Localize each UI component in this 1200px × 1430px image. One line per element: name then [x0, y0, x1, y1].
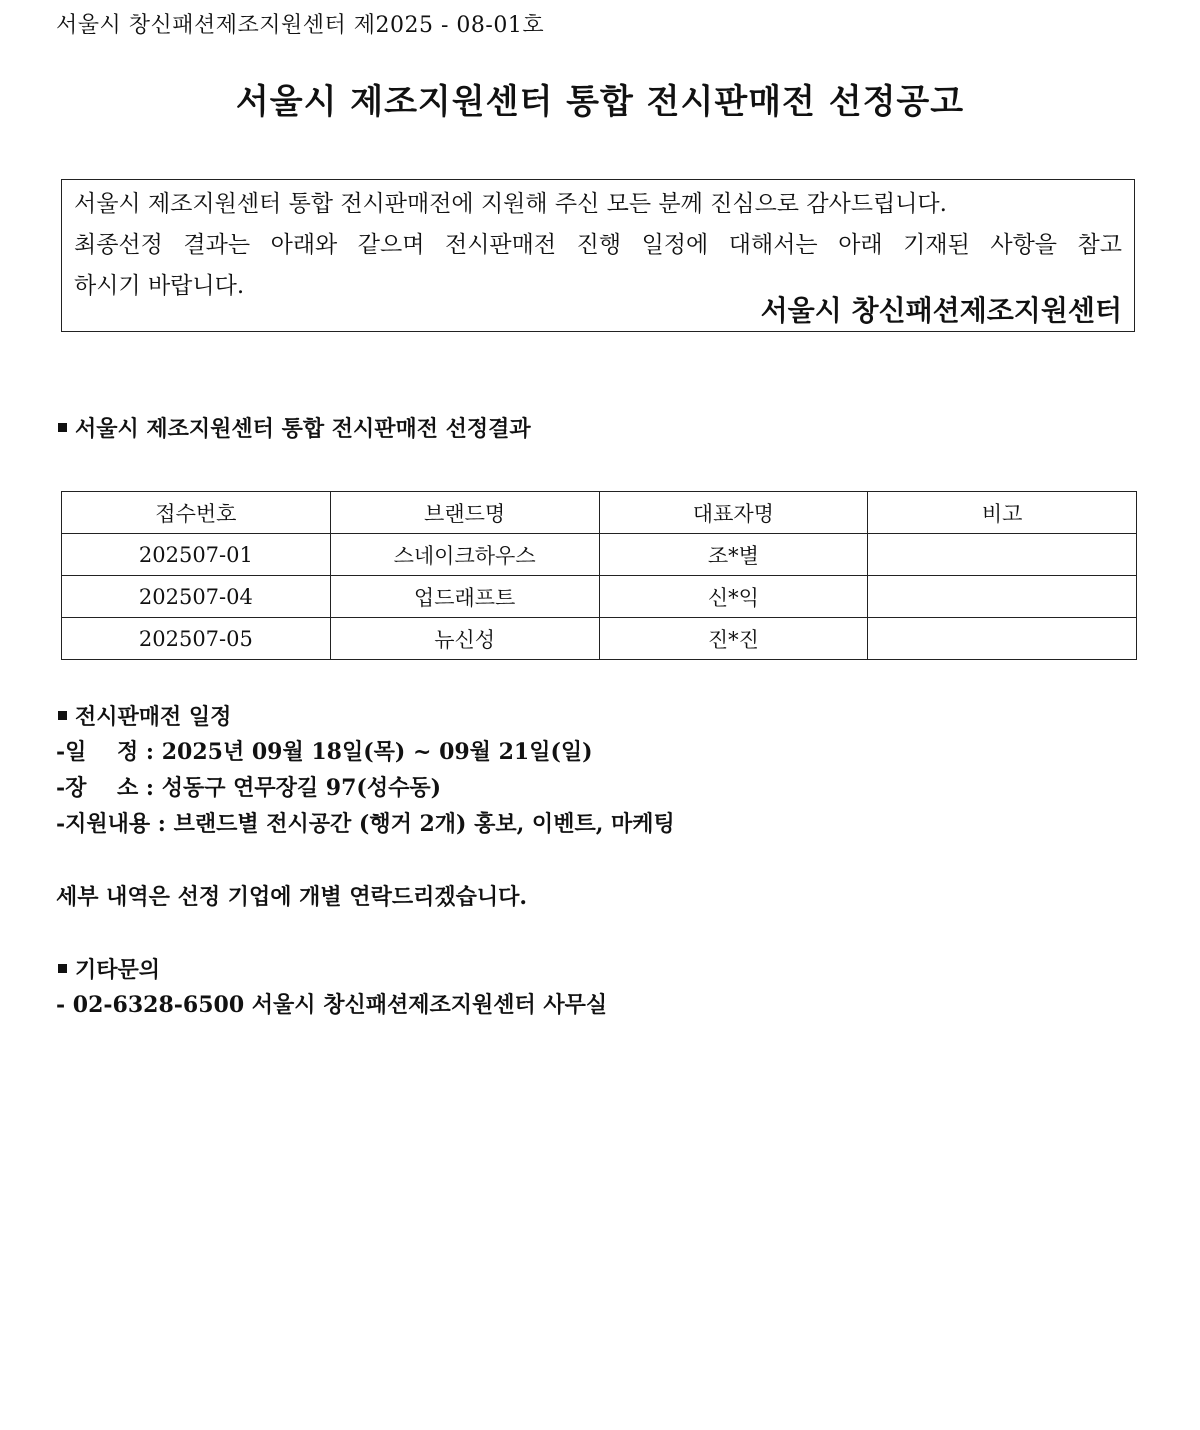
notice-box: [61, 179, 1135, 332]
notice-line-1: 서울시 제조지원센터 통합 전시판매전에 지원해 주신 모든 분께 진심으로 감사드립니다.: [74, 191, 947, 217]
notice-line-3: 하시기 바랍니다.: [74, 273, 245, 299]
cell-remarks: [868, 618, 1137, 660]
square-bullet-icon: [58, 423, 67, 432]
contact-line: - 02-6328-6500 서울시 창신패션제조지원센터 사무실: [56, 992, 608, 1018]
cell-receipt-number: 202507-05: [62, 618, 331, 660]
table-header-row: [62, 492, 1137, 534]
results-heading-text: 서울시 제조지원센터 통합 전시판매전 선정결과: [75, 416, 531, 442]
cell-remarks: [868, 576, 1137, 618]
schedule-heading-text: 전시판매전 일정: [75, 704, 232, 730]
results-heading: [58, 412, 531, 443]
notice-signature: 서울시 창신패션제조지원센터: [760, 294, 1122, 327]
results-table: [61, 491, 1137, 660]
document-number: 서울시 창신패션제조지원센터 제2025 - 08-01호: [56, 13, 545, 38]
table-row: [62, 576, 1137, 618]
cell-brand-name: 업드래프트: [330, 576, 599, 618]
detail-note: 세부 내역은 선정 기업에 개별 연락드리겠습니다.: [56, 884, 527, 910]
cell-representative: 신*익: [599, 576, 868, 618]
cell-representative: 조*별: [599, 534, 868, 576]
cell-receipt-number: 202507-04: [62, 576, 331, 618]
page-title: 서울시 제조지원센터 통합 전시판매전 선정공고: [235, 82, 965, 122]
cell-receipt-number: 202507-01: [62, 534, 331, 576]
cell-brand-name: 스네이크하우스: [330, 534, 599, 576]
schedule-support: -지원내용 : 브랜드별 전시공간 (행거 2개) 홍보, 이벤트, 마케팅: [56, 811, 675, 837]
column-header-brand-name: 브랜드명: [330, 492, 599, 534]
square-bullet-icon: [58, 711, 67, 720]
square-bullet-icon: [58, 964, 67, 973]
column-header-receipt-number: 접수번호: [62, 492, 331, 534]
table-row: [62, 534, 1137, 576]
column-header-remarks: 비고: [868, 492, 1137, 534]
cell-representative: 진*진: [599, 618, 868, 660]
notice-line-2: 최종선정 결과는 아래와 같으며 전시판매전 진행 일정에 대해서는 아래 기재된 사항을 참고: [74, 232, 1122, 258]
schedule-date: -일 정 : 2025년 09월 18일(목) ~ 09월 21일(일): [56, 739, 593, 765]
cell-remarks: [868, 534, 1137, 576]
schedule-heading: [58, 700, 231, 731]
schedule-place: -장 소 : 성동구 연무장길 97(성수동): [56, 775, 441, 801]
contact-heading-text: 기타문의: [75, 957, 161, 983]
column-header-representative: 대표자명: [599, 492, 868, 534]
contact-heading: [58, 953, 160, 984]
table-row: [62, 618, 1137, 660]
cell-brand-name: 뉴신성: [330, 618, 599, 660]
